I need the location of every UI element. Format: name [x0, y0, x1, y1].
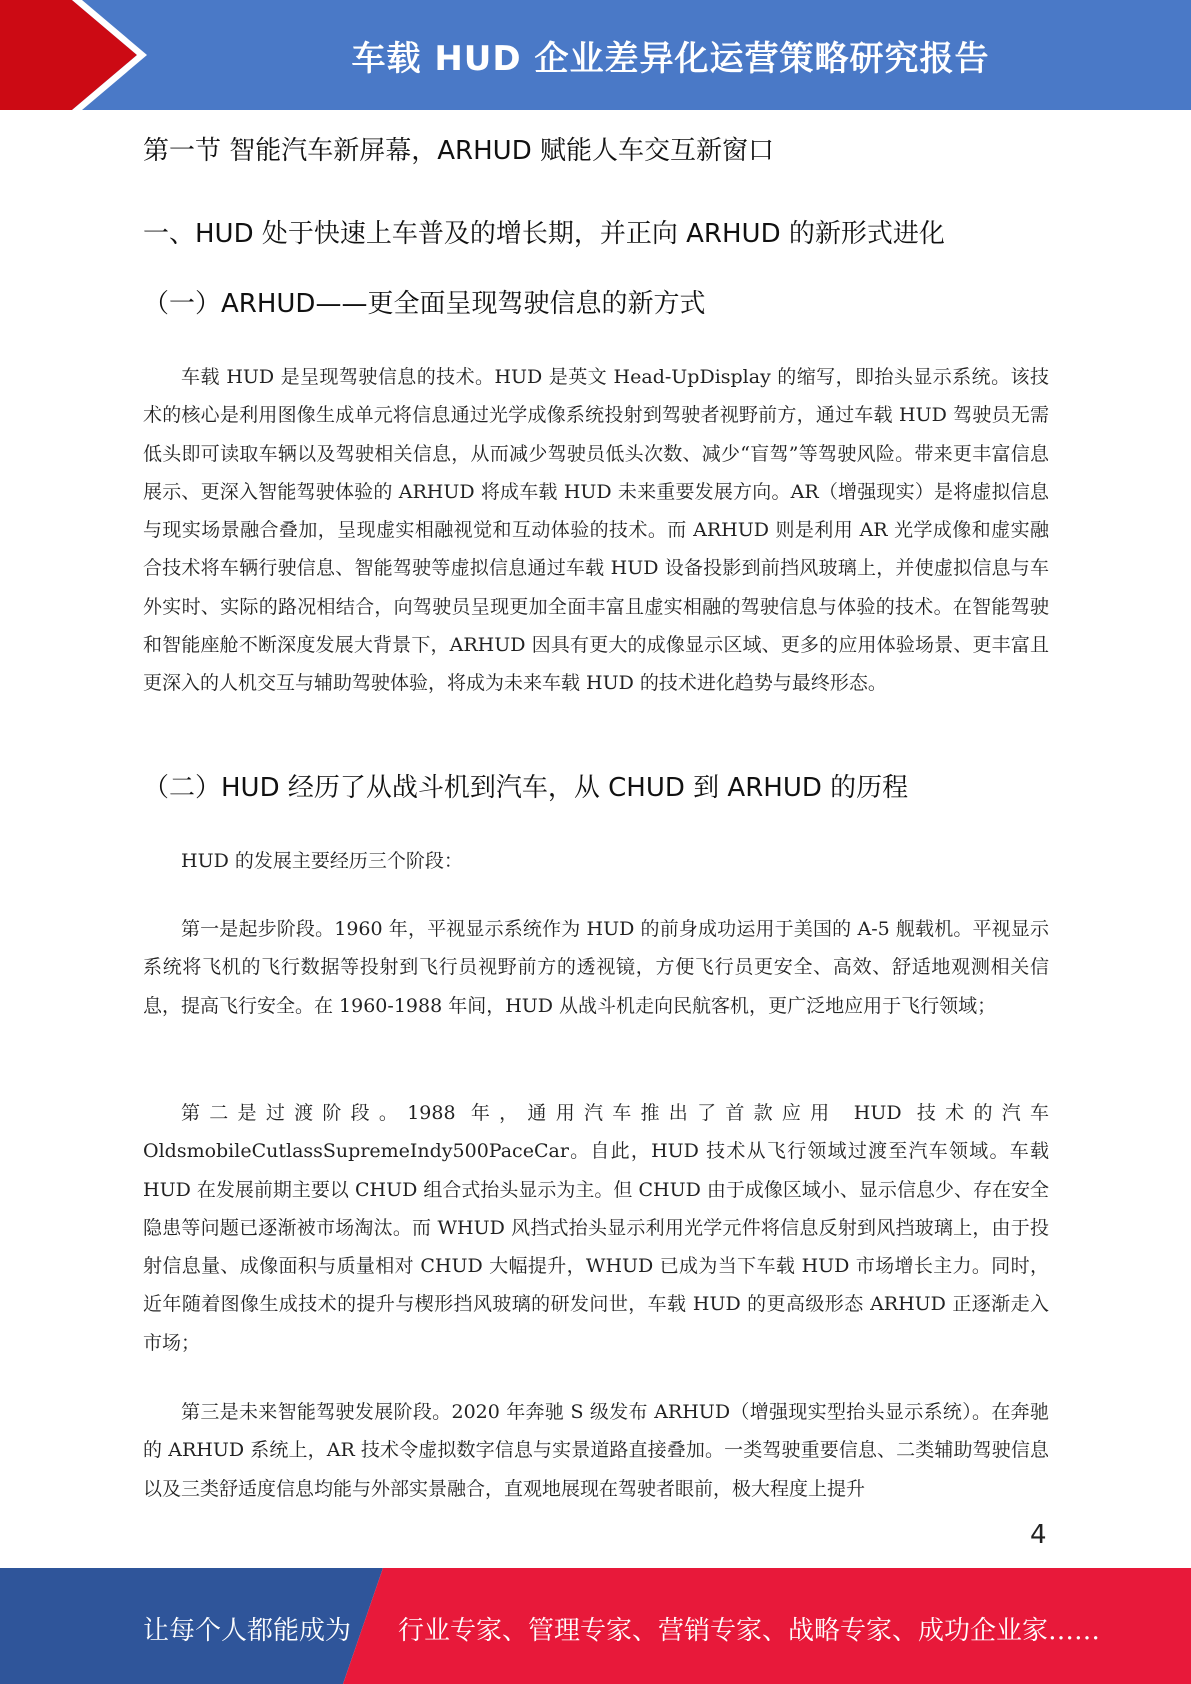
footer-slogan-right: 行业专家、管理专家、营销专家、战略专家、成功企业家……: [398, 1616, 1101, 1646]
sub1-paragraph: 车载 HUD 是呈现驾驶信息的技术。HUD 是英文 Head-UpDisplay 的缩写，即抬头显示系统。该技术的核心是利用图像生成单元将信息通过光学成像系统投射到驾驶者视野前方，通过车载 HUD 驾驶员无需低头即可读取车辆以及驾驶相关信息，从而减少驾驶员低头次数、减少“盲驾”等驾驶风险。带来更丰富信息展示、更深入智能驾驶体验的 ARHUD 将成车载 HUD 未来重要发展方向。AR（增强现实）是将虚拟信息与现实场景融合叠加，呈现虚实相融视觉和互动体验的技术。而 ARHUD 则是利用 AR 光学成像和虚实融合技术将车辆行驶信息、智能驾驶等虚拟信息通过车载 HUD 设备投影到前挡风玻璃上，并使虚拟信息与车外实时、实际的路况相结合，向驾驶员呈现更加全面丰富且虚实相融的驾驶信息与体验的技术。在智能驾驶和智能座舱不断深度发展大背景下，ARHUD 因具有更大的成像显示区域、更多的应用体验场景、更丰富且更深入的人机交互与辅助驾驶体验，将成为未来车载 HUD 的技术进化趋势与最终形态。: [143, 366, 1049, 695]
sub2-title: （二）HUD 经历了从战斗机到汽车，从 CHUD 到 ARHUD 的历程: [143, 773, 909, 803]
stage2-paragraph: 第二是过渡阶段。1988 年，通用汽车推出了首款应用 HUD 技术的汽车 OldsmobileCutlassSupremeIndy500PaceCar。自此，HUD 技术从飞行领域过渡至汽车领域。车载 HUD 在发展前期主要以 CHUD 组合式抬头显示为主。但 CHUD 由于成像区域小、显示信息少、存在安全隐患等问题已逐渐被市场淘汰。而 WHUD 风挡式抬头显示利用光学元件将信息反射到风挡玻璃上，由于投射信息量、成像面积与质量相对 CHUD 大幅提升，WHUD 已成为当下车载 HUD 市场增长主力。同时，近年随着图像生成技术的提升与楔形挡风玻璃的研发问世，车载 HUD 的更高级形态 ARHUD 正逐渐走入市场；: [143, 1102, 1049, 1354]
part1-title: 一、HUD 处于快速上车普及的增长期，并正向 ARHUD 的新形式进化: [143, 219, 945, 249]
section-title: 第一节 智能汽车新屏幕，ARHUD 赋能人车交互新窗口: [143, 136, 774, 166]
footer-slogan-left: 让每个人都能成为: [143, 1616, 352, 1646]
stage1-paragraph: 第一是起步阶段。1960 年，平视显示系统作为 HUD 的前身成功运用于美国的 A-5 舰载机。平视显示系统将飞机的飞行数据等投射到飞行员视野前方的透视镜，方便飞行员更安全、高效、舒适地观测相关信息，提高飞行安全。在 1960-1988 年间，HUD 从战斗机走向民航客机，更广泛地应用于飞行领域；: [143, 918, 1049, 1017]
sub1-title: （一）ARHUD——更全面呈现驾驶信息的新方式: [143, 289, 706, 319]
report-title: 车载 HUD 企业差异化运营策略研究报告: [351, 38, 990, 79]
sub2-intro: HUD 的发展主要经历三个阶段：: [181, 850, 463, 872]
header-red-chevron: [0, 0, 150, 110]
page-header: [0, 0, 1191, 110]
stage3-paragraph: 第三是未来智能驾驶发展阶段。2020 年奔驰 S 级发布 ARHUD（增强现实型抬头显示系统）。在奔驰的 ARHUD 系统上，AR 技术令虚拟数字信息与实景道路直接叠加。一类驾驶重要信息、二类辅助驾驶信息以及三类舒适度信息均能与外部实景融合，直观地展现在驾驶者眼前，极大程度上提升: [143, 1401, 1049, 1500]
page-number: 4: [1030, 1520, 1047, 1550]
